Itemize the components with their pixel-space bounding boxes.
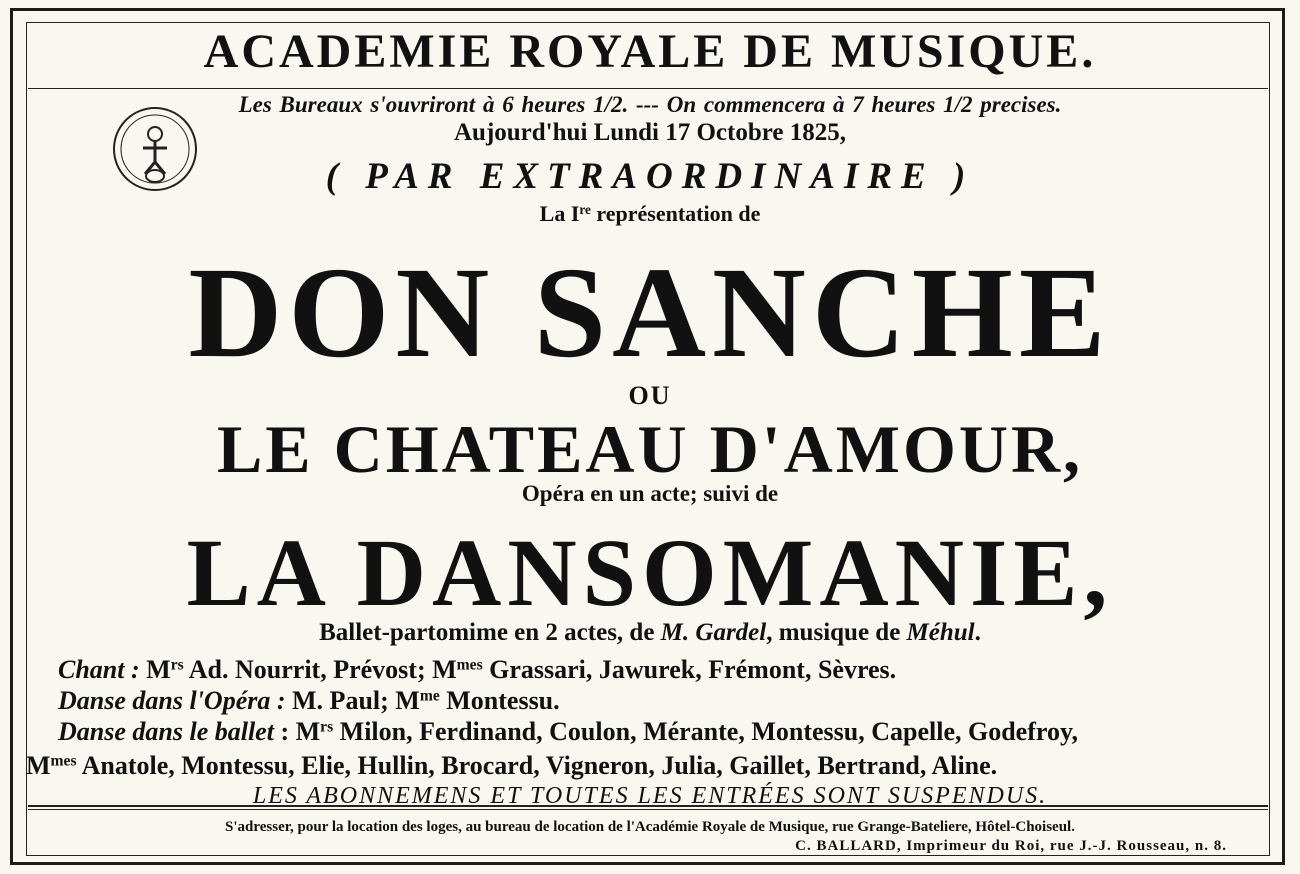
ballet-desc-2: , musique de bbox=[766, 619, 907, 646]
ballet-composer: Méhul bbox=[906, 619, 975, 646]
chant-label: Chant : bbox=[58, 655, 140, 684]
opening-hours: Les Bureaux s'ouvriront à 6 heures 1/2. --- On commencera à 7 heures 1/2 precises. bbox=[238, 92, 1062, 117]
chant-women: Grassari, Jawurek, Frémont, Sèvres. bbox=[482, 655, 897, 684]
tax-stamp-icon bbox=[110, 104, 200, 194]
ballet-label: Danse dans le ballet bbox=[58, 717, 274, 746]
ballet-mmes: M bbox=[26, 751, 51, 780]
ballet-colon: : bbox=[273, 717, 296, 746]
ballet-description bbox=[0, 620, 1300, 645]
cast-chant bbox=[58, 657, 896, 683]
repr-prefix: La I bbox=[539, 201, 580, 226]
cast-danse-ballet bbox=[58, 719, 1078, 745]
opera-label: Danse dans l'Opéra : bbox=[58, 686, 286, 715]
footer-rule-thin bbox=[28, 809, 1268, 810]
ballet-mmes-sup: mes bbox=[50, 752, 77, 770]
printer-credit: C. BALLARD, Imprimeur du Roi, rue J.-J. Rousseau, n. 8. bbox=[795, 838, 1227, 854]
opera-mme-sup: me bbox=[419, 687, 440, 705]
don-sanche-title: DON SANCHE bbox=[188, 241, 1112, 385]
chant-mmes: M bbox=[432, 655, 457, 684]
opera-woman: Montessu. bbox=[439, 686, 560, 715]
par-extraordinaire: ( PAR EXTRAORDINAIRE ) bbox=[325, 156, 975, 197]
chant-mmes-sup: mes bbox=[456, 656, 483, 674]
ballet-mrs-sup: rs bbox=[320, 718, 334, 736]
first-representation bbox=[0, 203, 1300, 225]
dansomanie-title: LA DANSOMANIE, bbox=[186, 519, 1114, 626]
repr-sup: re bbox=[579, 201, 591, 217]
ballet-mrs: M bbox=[295, 717, 321, 746]
abonnemens-notice: LES ABONNEMENS ET TOUTES LES ENTRÉES SONT SUSPENDUS. bbox=[252, 783, 1048, 809]
opera-genre: Opéra en un acte; suivi de bbox=[521, 481, 779, 506]
ballet-desc-1: Ballet-partomime en 2 actes, de bbox=[319, 619, 661, 646]
repr-suffix: représentation de bbox=[590, 201, 761, 226]
opera-mme: M bbox=[395, 686, 420, 715]
chant-mrs: M bbox=[146, 655, 171, 684]
ou-conjunction: OU bbox=[628, 381, 672, 410]
footer-rule-thick bbox=[28, 805, 1268, 807]
cast-ballet-women bbox=[26, 753, 997, 779]
title-rule bbox=[28, 88, 1268, 89]
opera-m: M. Paul; bbox=[285, 686, 396, 715]
ballet-desc-3: . bbox=[974, 619, 981, 646]
ballet-women: Anatole, Montessu, Elie, Hullin, Brocard, Vigneron, Julia, Gaillet, Bertrand, Aline. bbox=[76, 751, 998, 780]
academie-title: ACADEMIE ROYALE DE MUSIQUE. bbox=[203, 25, 1097, 78]
ballet-men: Milon, Ferdinand, Coulon, Mérante, Montessu, Capelle, Godefroy, bbox=[333, 717, 1079, 746]
performance-date: Aujourd'hui Lundi 17 Octobre 1825, bbox=[454, 119, 846, 146]
chant-mrs-sup: rs bbox=[170, 656, 184, 674]
chant-men: Ad. Nourrit, Prévost; bbox=[183, 655, 433, 684]
cast-danse-opera bbox=[58, 688, 560, 714]
ballet-author: M. Gardel bbox=[660, 619, 767, 646]
location-notice: S'adresser, pour la location des loges, au bureau de location de l'Académie Royale de Musique, rue Grange-Bateliere, Hôtel-Choiseul. bbox=[225, 819, 1075, 835]
chateau-damour-subtitle: LE CHATEAU D'AMOUR, bbox=[216, 411, 1084, 487]
